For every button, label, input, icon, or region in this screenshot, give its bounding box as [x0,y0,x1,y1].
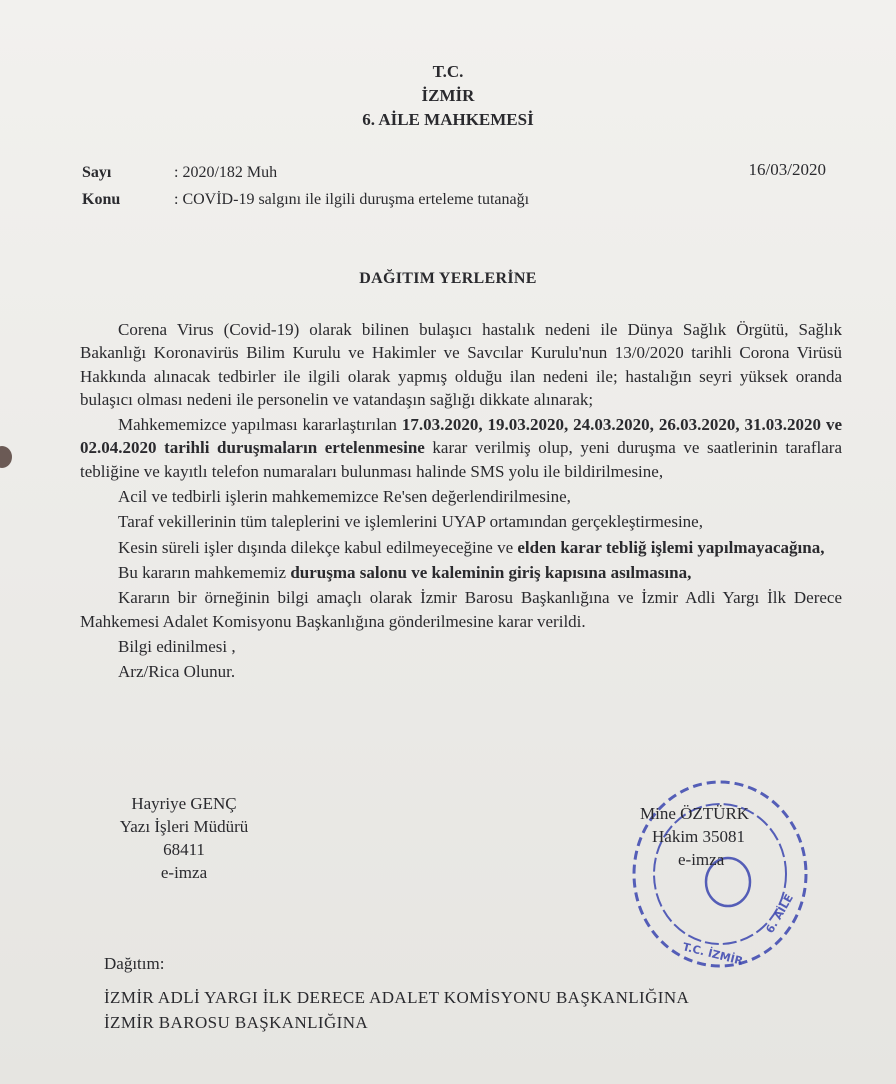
header-line-2: İZMİR [421,86,475,105]
paragraph-1: Corena Virus (Covid-19) olarak bilinen bulaşıcı hastalık nedeni ile Dünya Sağlık Örgütü, Sağlık Bakanlığı Koronavirüs Bilim Kurulu ve Hakimler ve Savcılar Kurulu'nun 13/0/2020 tarihli Corona Virüsü Hakkında alınacak tedbirler ile ilgili olarak yapmış olduğu ilan nedeni ile; hastalığın seyri yüksek oranda bulaşıcı olması nedeni ile personelin ve vatandaşın sağlığı dikkate alınarak; [80,320,842,409]
signature-right [640,802,749,871]
document-date: 16/03/2020 [748,160,826,179]
header-line-3: 6. AİLE MAHKEMESİ [362,110,534,129]
header-line-1: T.C. [432,62,464,81]
distribution-item-2: İZMİR BAROSU BAŞKANLIĞINA [104,1013,369,1032]
paragraph-7: Kararın bir örneğinin bilgi amaçlı olarak İzmir Barosu Başkanlığına ve İzmir Adli Yargı İlk Derece Mahkemesi Adalet Komisyonu Başkanlığına gönderilmesine karar verildi. [80,588,842,631]
punch-hole [0,446,12,468]
sayi-label: Sayı [82,164,112,181]
konu-value: : COVİD-19 salgını ile ilgili duruşma erteleme tutanağı [174,191,530,208]
paragraph-2-text: Mahkememizce yapılması kararlaştırılan [118,415,402,435]
signature-left [104,792,264,884]
document-body [80,318,842,685]
judge-role: Hakim 35081 [652,827,746,846]
paragraph-6 [80,561,842,584]
paragraph-5 [80,536,842,559]
konu-label: Konu [82,191,121,208]
paragraph-2-bold: 17.03.2020, 19.03.2020, 24.03.2020, 26.03.2020, 31.03.2020 ve 02.04.2020 tarihli duruşmaların ertelenmesine [80,415,842,458]
paragraph-5-text: Kesin süreli işler dışında dilekçe kabul edilmeyeceğine ve [118,537,518,557]
svg-text:T.C. İZMİR: T.C. İZMİR [681,940,745,968]
paragraph-2-rest: karar verilmiş olup, yeni duruşma ve saatlerinin taraflara tebliğine ve kayıtlı telefon numaraları bulunması halinde SMS yolu ile bildirilmesine, [80,438,842,481]
paragraph-3: Acil ve tedbirli işlerin mahkememizce Re'sen değerlendirilmesine, [118,487,571,507]
signer-role: Yazı İşleri Müdürü [119,817,249,836]
paragraph-2 [80,413,842,483]
paragraph-9: Arz/Rica Olunur. [118,662,236,682]
sayi-row [82,164,277,182]
svg-text:6. AİLE: 6. AİLE [763,891,796,936]
signer-number: 68411 [163,840,205,859]
paragraph-4: Taraf vekillerinin tüm taleplerini ve işlemlerini UYAP ortamından gerçekleştirmesine, [118,512,703,532]
konu-row [82,191,529,209]
distribution-label: Dağıtım: [104,954,165,973]
paragraph-8: Bilgi edinilmesi , [118,636,236,656]
paragraph-6-text: Bu kararın mahkememiz [118,562,291,582]
document-title: DAĞITIM YERLERİNE [359,270,537,287]
sayi-value: : 2020/182 Muh [174,164,278,181]
judge-esign: e-imza [678,850,725,869]
document-header [0,60,896,132]
signer-name: Hayriye GENÇ [131,794,237,813]
distribution-item-1: İZMİR ADLİ YARGI İLK DERECE ADALET KOMİSYONU BAŞKANLIĞINA [104,988,690,1007]
signer-esign: e-imza [160,863,208,882]
paragraph-5-bold: elden karar tebliğ işlemi yapılmayacağına, [517,537,825,557]
judge-name: Mine ÖZTÜRK [640,804,750,823]
paragraph-6-bold: duruşma salonu ve kaleminin giriş kapısına asılmasına, [290,562,692,582]
